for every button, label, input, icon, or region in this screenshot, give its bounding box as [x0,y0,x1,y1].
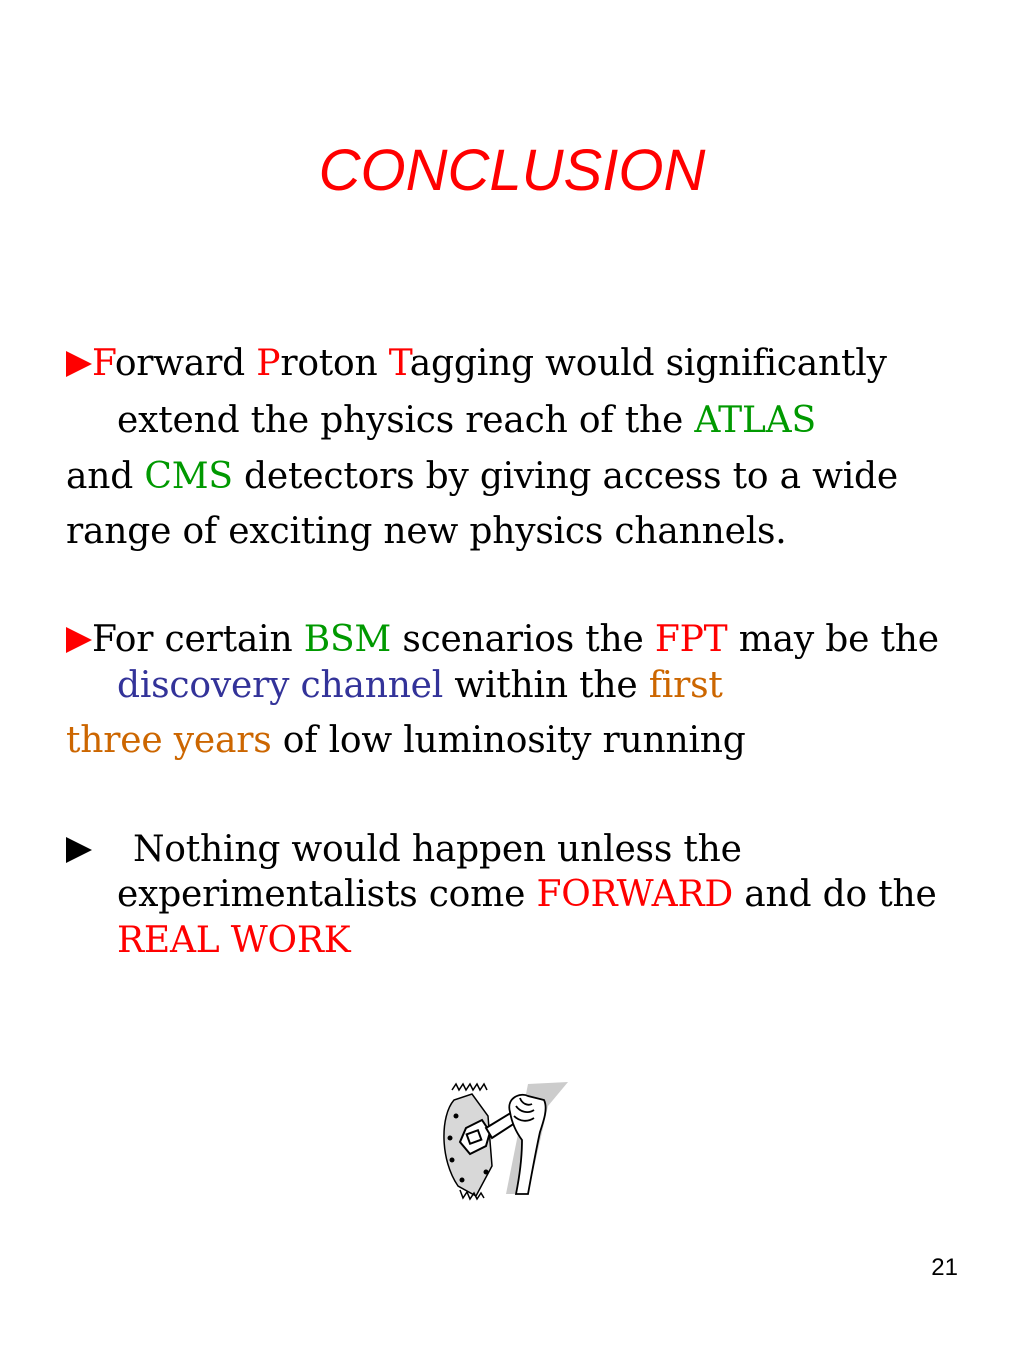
text-orward: orward [114,343,257,384]
bullet-1-line-3 [66,455,898,499]
cms-label: CMS [144,456,233,497]
text-and-do-the: and do the [733,874,937,915]
text-for-certain: For certain [92,619,304,660]
text-nothing: Nothing would happen unless the [133,829,742,870]
hand-wrench-gear-icon [436,1076,570,1202]
text-experimentalists: experimentalists come [117,874,537,915]
bullet-2-line-1 [66,618,939,662]
text-would-significantly: would significantly [545,343,887,384]
real-work-label: REAL WORK [117,920,351,961]
bullet-2-line-2 [117,664,723,708]
page-title: CONCLUSION [318,138,706,203]
bullet-2-line-3 [66,719,746,763]
bullet-3-line-1 [66,828,742,872]
text-within-the: within the [443,665,649,706]
bullet-1-line-2 [117,399,816,443]
discovery-channel-label: discovery channel [117,665,444,706]
bsm-label: BSM [303,619,392,660]
text-roton: roton [280,343,389,384]
bullet-triangle-icon [66,351,92,377]
text-agging: agging [409,343,534,384]
atlas-label: ATLAS [694,400,816,441]
page-number: 21 [931,1254,958,1281]
forward-label: FORWARD [536,874,734,915]
text-low-luminosity: of low luminosity running [271,720,746,761]
bullet-3-line-3 [117,919,350,963]
text-detectors: detectors by giving access to a wide [232,456,898,497]
text-and: and [66,456,145,497]
text-range: range of exciting new physics channels. [66,511,787,552]
bullet-3-line-2 [117,873,937,917]
letter-f: F [92,343,115,384]
fpt-label: FPT [654,619,728,660]
bullet-1-line-4 [66,510,787,554]
letter-t: T [388,343,410,384]
text-extend: extend the physics reach of the [117,400,695,441]
bullet-1-line-1 [66,342,887,386]
letter-p: P [256,343,281,384]
three-years-label: three years [66,720,272,761]
bullet-triangle-icon [66,837,92,863]
first-label: first [648,665,723,706]
text-may-be-the: may be the [727,619,939,660]
bullet-triangle-icon [66,627,92,653]
text-scenarios: scenarios the [391,619,655,660]
